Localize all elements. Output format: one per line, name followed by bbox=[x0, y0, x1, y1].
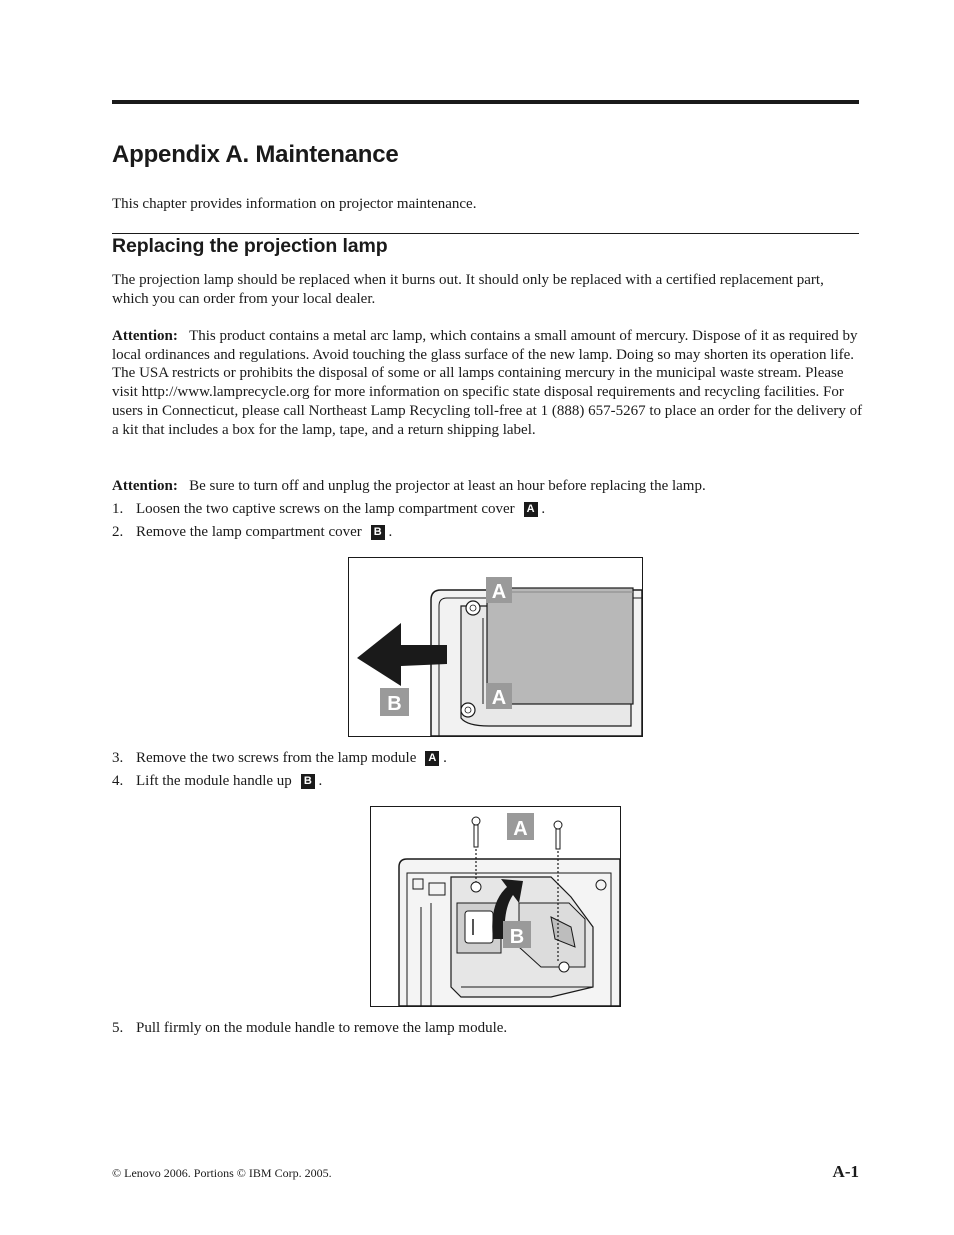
section-rule bbox=[112, 233, 859, 234]
callout-badge: B bbox=[371, 525, 385, 540]
chapter-title: Appendix A. Maintenance bbox=[112, 141, 399, 168]
footer-copyright: © Lenovo 2006. Portions © IBM Corp. 2005. bbox=[112, 1166, 332, 1180]
callout-badge: A bbox=[425, 751, 439, 766]
figure-lamp-cover bbox=[348, 557, 643, 737]
step-number: 3. bbox=[112, 750, 124, 766]
top-rule bbox=[112, 100, 859, 104]
callout-badge: B bbox=[301, 774, 315, 789]
callout-label-a bbox=[486, 577, 512, 603]
lamp-module-illustration bbox=[371, 807, 620, 1006]
step-text: Loosen the two captive screws on the lamp compartment cover bbox=[136, 501, 515, 517]
svg-text:B: B bbox=[387, 693, 402, 715]
svg-text:A: A bbox=[513, 818, 528, 840]
step-4: 4. Lift the module handle up B . bbox=[112, 773, 323, 789]
screw-icon bbox=[461, 703, 475, 717]
callout-badge: A bbox=[524, 502, 538, 517]
step-number: 1. bbox=[112, 501, 124, 517]
step-2: 2. Remove the lamp compartment cover B . bbox=[112, 524, 393, 540]
screw-icon bbox=[466, 601, 480, 615]
chapter-intro: This chapter provides information on projector maintenance. bbox=[112, 196, 477, 212]
step-text: Remove the lamp compartment cover bbox=[136, 524, 362, 540]
step-number: 4. bbox=[112, 773, 124, 789]
attention-unplug bbox=[112, 477, 864, 496]
callout-label-a bbox=[486, 683, 512, 709]
attention-label: Attention: bbox=[112, 478, 178, 494]
svg-text:B: B bbox=[509, 926, 525, 948]
callout-label-b bbox=[380, 688, 409, 716]
lamp-cover-illustration bbox=[349, 558, 642, 736]
step-number: 2. bbox=[112, 524, 124, 540]
attention-label: Attention: bbox=[112, 328, 178, 344]
step-text: Pull firmly on the module handle to remove the lamp module. bbox=[136, 1020, 508, 1036]
step-3: 3. Remove the two screws from the lamp module A . bbox=[112, 750, 447, 766]
figure-lamp-module bbox=[370, 806, 621, 1007]
callout-label-b bbox=[503, 921, 531, 948]
step-1: 1. Loosen the two captive screws on the lamp compartment cover A . bbox=[112, 501, 546, 517]
page-number: A-1 bbox=[832, 1162, 859, 1181]
callout-label-a bbox=[507, 813, 534, 840]
section-intro: The projection lamp should be replaced when it burns out. It should only be replaced with a certified replacement part, which you can order from your local dealer. bbox=[112, 272, 824, 307]
svg-text:A: A bbox=[491, 581, 507, 603]
step-text: Remove the two screws from the lamp module bbox=[136, 750, 417, 766]
attention-text: This product contains a metal arc lamp, which contains a small amount of mercury. Dispose of it as required by local ordinances and regulations. Avoid touching the glass surface of the new lamp. Doing so may shorten its operation life. The USA restricts or prohibits the disposal of some or all lamps containing mercury in the municipal waste stream. Please visit http://www.lamprecycle.org for more information on specific state disposal requirements and recycling facilities. For users in Connecticut, please call Northeast Lamp Recycling toll-free at 1 (888) 657-5267 to place an order for the delivery of a kit that includes a box for the lamp, tape, and a return shipping label. bbox=[112, 328, 863, 438]
svg-text:A: A bbox=[491, 687, 507, 709]
step-text: Lift the module handle up bbox=[136, 773, 292, 789]
attention-text: Be sure to turn off and unplug the projector at least an hour before replacing the lamp. bbox=[189, 478, 706, 494]
step-number: 5. bbox=[112, 1020, 124, 1036]
attention-mercury bbox=[112, 327, 864, 439]
screw-icon bbox=[472, 817, 480, 847]
step-5 bbox=[112, 1019, 507, 1038]
screw-icon bbox=[554, 821, 562, 849]
section-title: Replacing the projection lamp bbox=[112, 235, 388, 257]
